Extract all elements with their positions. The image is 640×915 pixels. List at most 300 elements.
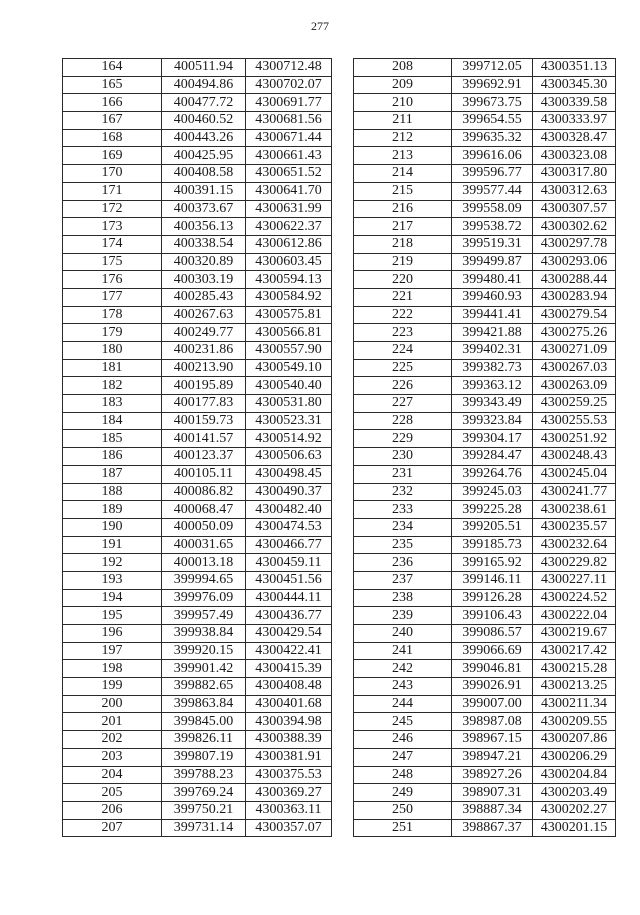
point-number-cell: 248: [354, 766, 452, 784]
table-row: [63, 306, 332, 324]
x-coordinate-cell: 399863.84: [162, 695, 246, 713]
x-coordinate-cell: 399007.00: [452, 695, 533, 713]
x-coordinate-cell: 399343.49: [452, 395, 533, 413]
y-coordinate-cell: 4300241.77: [533, 483, 616, 501]
x-coordinate-cell: 399920.15: [162, 642, 246, 660]
y-coordinate-cell: 4300651.52: [246, 165, 332, 183]
table-row: [63, 695, 332, 713]
table-row: [63, 801, 332, 819]
table-row: [354, 129, 616, 147]
table-row: [354, 731, 616, 749]
y-coordinate-cell: 4300345.30: [533, 76, 616, 94]
y-coordinate-cell: 4300622.37: [246, 218, 332, 236]
point-number-cell: 183: [63, 395, 162, 413]
table-row: [63, 571, 332, 589]
point-number-cell: 229: [354, 430, 452, 448]
table-row: [63, 625, 332, 643]
table-row: [354, 288, 616, 306]
y-coordinate-cell: 4300641.70: [246, 182, 332, 200]
y-coordinate-cell: 4300211.34: [533, 695, 616, 713]
point-number-cell: 179: [63, 324, 162, 342]
y-coordinate-cell: 4300283.94: [533, 288, 616, 306]
table-row: [63, 59, 332, 77]
table-row: [63, 518, 332, 536]
y-coordinate-cell: 4300213.25: [533, 678, 616, 696]
x-coordinate-cell: 399654.55: [452, 112, 533, 130]
x-coordinate-cell: 400249.77: [162, 324, 246, 342]
x-coordinate-cell: 399066.69: [452, 642, 533, 660]
y-coordinate-cell: 4300271.09: [533, 342, 616, 360]
point-number-cell: 204: [63, 766, 162, 784]
coordinates-table-right: [353, 58, 616, 837]
table-row: [63, 448, 332, 466]
y-coordinate-cell: 4300267.03: [533, 359, 616, 377]
point-number-cell: 213: [354, 147, 452, 165]
table-row: [354, 678, 616, 696]
point-number-cell: 188: [63, 483, 162, 501]
x-coordinate-cell: 400141.57: [162, 430, 246, 448]
table-row: [63, 819, 332, 837]
x-coordinate-cell: 399402.31: [452, 342, 533, 360]
y-coordinate-cell: 4300506.63: [246, 448, 332, 466]
table-row: [63, 271, 332, 289]
y-coordinate-cell: 4300474.53: [246, 518, 332, 536]
point-number-cell: 181: [63, 359, 162, 377]
point-number-cell: 198: [63, 660, 162, 678]
x-coordinate-cell: 399750.21: [162, 801, 246, 819]
table-row: [63, 288, 332, 306]
point-number-cell: 208: [354, 59, 452, 77]
x-coordinate-cell: 399957.49: [162, 607, 246, 625]
y-coordinate-cell: 4300202.27: [533, 801, 616, 819]
x-coordinate-cell: 399826.11: [162, 731, 246, 749]
x-coordinate-cell: 399538.72: [452, 218, 533, 236]
x-coordinate-cell: 400159.73: [162, 412, 246, 430]
point-number-cell: 174: [63, 235, 162, 253]
point-number-cell: 180: [63, 342, 162, 360]
table-row: [63, 235, 332, 253]
point-number-cell: 231: [354, 465, 452, 483]
table-row: [63, 377, 332, 395]
point-number-cell: 228: [354, 412, 452, 430]
point-number-cell: 223: [354, 324, 452, 342]
y-coordinate-cell: 4300204.84: [533, 766, 616, 784]
y-coordinate-cell: 4300712.48: [246, 59, 332, 77]
y-coordinate-cell: 4300328.47: [533, 129, 616, 147]
point-number-cell: 164: [63, 59, 162, 77]
table-row: [354, 359, 616, 377]
x-coordinate-cell: 400425.95: [162, 147, 246, 165]
point-number-cell: 225: [354, 359, 452, 377]
table-row: [63, 465, 332, 483]
y-coordinate-cell: 4300227.11: [533, 571, 616, 589]
y-coordinate-cell: 4300302.62: [533, 218, 616, 236]
x-coordinate-cell: 399994.65: [162, 571, 246, 589]
y-coordinate-cell: 4300401.68: [246, 695, 332, 713]
y-coordinate-cell: 4300207.86: [533, 731, 616, 749]
x-coordinate-cell: 399788.23: [162, 766, 246, 784]
y-coordinate-cell: 4300312.63: [533, 182, 616, 200]
table-row: [354, 784, 616, 802]
point-number-cell: 201: [63, 713, 162, 731]
y-coordinate-cell: 4300307.57: [533, 200, 616, 218]
x-coordinate-cell: 400477.72: [162, 94, 246, 112]
y-coordinate-cell: 4300317.80: [533, 165, 616, 183]
table-row: [354, 147, 616, 165]
point-number-cell: 243: [354, 678, 452, 696]
coordinates-table-left-body: [63, 59, 332, 837]
y-coordinate-cell: 4300293.06: [533, 253, 616, 271]
table-row: [63, 784, 332, 802]
table-row: [354, 271, 616, 289]
point-number-cell: 194: [63, 589, 162, 607]
table-row: [63, 200, 332, 218]
y-coordinate-cell: 4300466.77: [246, 536, 332, 554]
x-coordinate-cell: 400086.82: [162, 483, 246, 501]
x-coordinate-cell: 400356.13: [162, 218, 246, 236]
y-coordinate-cell: 4300215.28: [533, 660, 616, 678]
point-number-cell: 220: [354, 271, 452, 289]
point-number-cell: 212: [354, 129, 452, 147]
point-number-cell: 197: [63, 642, 162, 660]
y-coordinate-cell: 4300415.39: [246, 660, 332, 678]
y-coordinate-cell: 4300671.44: [246, 129, 332, 147]
table-row: [354, 165, 616, 183]
table-row: [354, 182, 616, 200]
x-coordinate-cell: 399106.43: [452, 607, 533, 625]
point-number-cell: 236: [354, 554, 452, 572]
table-row: [354, 660, 616, 678]
table-row: [63, 112, 332, 130]
y-coordinate-cell: 4300584.92: [246, 288, 332, 306]
point-number-cell: 185: [63, 430, 162, 448]
point-number-cell: 202: [63, 731, 162, 749]
x-coordinate-cell: 400267.63: [162, 306, 246, 324]
x-coordinate-cell: 399845.00: [162, 713, 246, 731]
table-row: [63, 554, 332, 572]
point-number-cell: 240: [354, 625, 452, 643]
point-number-cell: 247: [354, 748, 452, 766]
table-row: [63, 412, 332, 430]
x-coordinate-cell: 400123.37: [162, 448, 246, 466]
table-row: [63, 430, 332, 448]
y-coordinate-cell: 4300549.10: [246, 359, 332, 377]
y-coordinate-cell: 4300612.86: [246, 235, 332, 253]
x-coordinate-cell: 399807.19: [162, 748, 246, 766]
point-number-cell: 206: [63, 801, 162, 819]
point-number-cell: 233: [354, 501, 452, 519]
y-coordinate-cell: 4300388.39: [246, 731, 332, 749]
x-coordinate-cell: 400303.19: [162, 271, 246, 289]
y-coordinate-cell: 4300297.78: [533, 235, 616, 253]
table-row: [63, 713, 332, 731]
table-row: [354, 377, 616, 395]
y-coordinate-cell: 4300566.81: [246, 324, 332, 342]
x-coordinate-cell: 399976.09: [162, 589, 246, 607]
y-coordinate-cell: 4300248.43: [533, 448, 616, 466]
x-coordinate-cell: 399460.93: [452, 288, 533, 306]
y-coordinate-cell: 4300201.15: [533, 819, 616, 837]
y-coordinate-cell: 4300217.42: [533, 642, 616, 660]
x-coordinate-cell: 399480.41: [452, 271, 533, 289]
x-coordinate-cell: 399026.91: [452, 678, 533, 696]
table-row: [63, 678, 332, 696]
x-coordinate-cell: 399046.81: [452, 660, 533, 678]
x-coordinate-cell: 399304.17: [452, 430, 533, 448]
table-row: [354, 819, 616, 837]
table-row: [354, 59, 616, 77]
point-number-cell: 226: [354, 377, 452, 395]
x-coordinate-cell: 400177.83: [162, 395, 246, 413]
y-coordinate-cell: 4300351.13: [533, 59, 616, 77]
table-row: [63, 395, 332, 413]
y-coordinate-cell: 4300451.56: [246, 571, 332, 589]
x-coordinate-cell: 400105.11: [162, 465, 246, 483]
point-number-cell: 250: [354, 801, 452, 819]
x-coordinate-cell: 400408.58: [162, 165, 246, 183]
point-number-cell: 175: [63, 253, 162, 271]
point-number-cell: 238: [354, 589, 452, 607]
table-row: [63, 660, 332, 678]
y-coordinate-cell: 4300594.13: [246, 271, 332, 289]
x-coordinate-cell: 399126.28: [452, 589, 533, 607]
point-number-cell: 182: [63, 377, 162, 395]
y-coordinate-cell: 4300702.07: [246, 76, 332, 94]
point-number-cell: 209: [354, 76, 452, 94]
x-coordinate-cell: 398907.31: [452, 784, 533, 802]
table-row: [63, 165, 332, 183]
table-row: [354, 483, 616, 501]
point-number-cell: 177: [63, 288, 162, 306]
x-coordinate-cell: 399558.09: [452, 200, 533, 218]
table-row: [354, 412, 616, 430]
table-row: [354, 695, 616, 713]
x-coordinate-cell: 399712.05: [452, 59, 533, 77]
point-number-cell: 214: [354, 165, 452, 183]
point-number-cell: 215: [354, 182, 452, 200]
table-row: [354, 235, 616, 253]
point-number-cell: 217: [354, 218, 452, 236]
table-row: [354, 200, 616, 218]
table-row: [63, 342, 332, 360]
y-coordinate-cell: 4300369.27: [246, 784, 332, 802]
y-coordinate-cell: 4300531.80: [246, 395, 332, 413]
x-coordinate-cell: 399382.73: [452, 359, 533, 377]
point-number-cell: 239: [354, 607, 452, 625]
y-coordinate-cell: 4300482.40: [246, 501, 332, 519]
point-number-cell: 190: [63, 518, 162, 536]
y-coordinate-cell: 4300232.64: [533, 536, 616, 554]
x-coordinate-cell: 399499.87: [452, 253, 533, 271]
y-coordinate-cell: 4300514.92: [246, 430, 332, 448]
x-coordinate-cell: 399441.41: [452, 306, 533, 324]
point-number-cell: 178: [63, 306, 162, 324]
x-coordinate-cell: 398987.08: [452, 713, 533, 731]
table-row: [354, 112, 616, 130]
point-number-cell: 166: [63, 94, 162, 112]
y-coordinate-cell: 4300357.07: [246, 819, 332, 837]
y-coordinate-cell: 4300224.52: [533, 589, 616, 607]
y-coordinate-cell: 4300436.77: [246, 607, 332, 625]
table-row: [354, 642, 616, 660]
point-number-cell: 172: [63, 200, 162, 218]
y-coordinate-cell: 4300603.45: [246, 253, 332, 271]
x-coordinate-cell: 399882.65: [162, 678, 246, 696]
point-number-cell: 251: [354, 819, 452, 837]
point-number-cell: 191: [63, 536, 162, 554]
page-number: 277: [311, 19, 329, 33]
point-number-cell: 168: [63, 129, 162, 147]
point-number-cell: 167: [63, 112, 162, 130]
x-coordinate-cell: 398947.21: [452, 748, 533, 766]
y-coordinate-cell: 4300275.26: [533, 324, 616, 342]
y-coordinate-cell: 4300219.67: [533, 625, 616, 643]
y-coordinate-cell: 4300523.31: [246, 412, 332, 430]
y-coordinate-cell: 4300444.11: [246, 589, 332, 607]
y-coordinate-cell: 4300459.11: [246, 554, 332, 572]
point-number-cell: 171: [63, 182, 162, 200]
table-row: [354, 625, 616, 643]
point-number-cell: 222: [354, 306, 452, 324]
x-coordinate-cell: 400068.47: [162, 501, 246, 519]
x-coordinate-cell: 400494.86: [162, 76, 246, 94]
point-number-cell: 232: [354, 483, 452, 501]
table-row: [354, 342, 616, 360]
table-row: [354, 571, 616, 589]
y-coordinate-cell: 4300557.90: [246, 342, 332, 360]
x-coordinate-cell: 400195.89: [162, 377, 246, 395]
y-coordinate-cell: 4300691.77: [246, 94, 332, 112]
y-coordinate-cell: 4300375.53: [246, 766, 332, 784]
table-row: [354, 554, 616, 572]
point-number-cell: 193: [63, 571, 162, 589]
x-coordinate-cell: 399086.57: [452, 625, 533, 643]
point-number-cell: 230: [354, 448, 452, 466]
table-row: [63, 501, 332, 519]
y-coordinate-cell: 4300323.08: [533, 147, 616, 165]
point-number-cell: 205: [63, 784, 162, 802]
table-row: [63, 129, 332, 147]
y-coordinate-cell: 4300222.04: [533, 607, 616, 625]
y-coordinate-cell: 4300238.61: [533, 501, 616, 519]
point-number-cell: 218: [354, 235, 452, 253]
table-row: [354, 218, 616, 236]
table-row: [354, 448, 616, 466]
x-coordinate-cell: 400460.52: [162, 112, 246, 130]
x-coordinate-cell: 400373.67: [162, 200, 246, 218]
table-row: [354, 94, 616, 112]
table-row: [354, 395, 616, 413]
point-number-cell: 234: [354, 518, 452, 536]
y-coordinate-cell: 4300540.40: [246, 377, 332, 395]
x-coordinate-cell: 399769.24: [162, 784, 246, 802]
y-coordinate-cell: 4300381.91: [246, 748, 332, 766]
coordinates-table-left: [62, 58, 332, 837]
table-row: [354, 607, 616, 625]
x-coordinate-cell: 399185.73: [452, 536, 533, 554]
y-coordinate-cell: 4300394.98: [246, 713, 332, 731]
x-coordinate-cell: 399165.92: [452, 554, 533, 572]
table-row: [354, 766, 616, 784]
y-coordinate-cell: 4300363.11: [246, 801, 332, 819]
x-coordinate-cell: 399577.44: [452, 182, 533, 200]
x-coordinate-cell: 400391.15: [162, 182, 246, 200]
table-row: [63, 76, 332, 94]
point-number-cell: 219: [354, 253, 452, 271]
point-number-cell: 216: [354, 200, 452, 218]
y-coordinate-cell: 4300288.44: [533, 271, 616, 289]
table-row: [354, 306, 616, 324]
y-coordinate-cell: 4300681.56: [246, 112, 332, 130]
table-row: [354, 501, 616, 519]
point-number-cell: 199: [63, 678, 162, 696]
point-number-cell: 207: [63, 819, 162, 837]
table-row: [354, 589, 616, 607]
point-number-cell: 195: [63, 607, 162, 625]
y-coordinate-cell: 4300255.53: [533, 412, 616, 430]
x-coordinate-cell: 399692.91: [452, 76, 533, 94]
x-coordinate-cell: 400285.43: [162, 288, 246, 306]
point-number-cell: 192: [63, 554, 162, 572]
y-coordinate-cell: 4300279.54: [533, 306, 616, 324]
point-number-cell: 184: [63, 412, 162, 430]
point-number-cell: 242: [354, 660, 452, 678]
y-coordinate-cell: 4300422.41: [246, 642, 332, 660]
x-coordinate-cell: 399363.12: [452, 377, 533, 395]
x-coordinate-cell: 400213.90: [162, 359, 246, 377]
point-number-cell: 244: [354, 695, 452, 713]
y-coordinate-cell: 4300429.54: [246, 625, 332, 643]
point-number-cell: 173: [63, 218, 162, 236]
x-coordinate-cell: 399146.11: [452, 571, 533, 589]
point-number-cell: 224: [354, 342, 452, 360]
table-row: [354, 76, 616, 94]
x-coordinate-cell: 399284.47: [452, 448, 533, 466]
x-coordinate-cell: 399616.06: [452, 147, 533, 165]
y-coordinate-cell: 4300263.09: [533, 377, 616, 395]
table-row: [354, 748, 616, 766]
x-coordinate-cell: 398887.34: [452, 801, 533, 819]
x-coordinate-cell: 399901.42: [162, 660, 246, 678]
point-number-cell: 189: [63, 501, 162, 519]
x-coordinate-cell: 399323.84: [452, 412, 533, 430]
point-number-cell: 221: [354, 288, 452, 306]
point-number-cell: 227: [354, 395, 452, 413]
point-number-cell: 200: [63, 695, 162, 713]
point-number-cell: 176: [63, 271, 162, 289]
table-row: [354, 253, 616, 271]
coordinates-table-right-body: [354, 59, 616, 837]
y-coordinate-cell: 4300408.48: [246, 678, 332, 696]
table-row: [63, 94, 332, 112]
y-coordinate-cell: 4300203.49: [533, 784, 616, 802]
point-number-cell: 170: [63, 165, 162, 183]
table-row: [63, 607, 332, 625]
x-coordinate-cell: 400231.86: [162, 342, 246, 360]
x-coordinate-cell: 400050.09: [162, 518, 246, 536]
x-coordinate-cell: 400320.89: [162, 253, 246, 271]
x-coordinate-cell: 399596.77: [452, 165, 533, 183]
table-row: [63, 324, 332, 342]
x-coordinate-cell: 400443.26: [162, 129, 246, 147]
x-coordinate-cell: 399245.03: [452, 483, 533, 501]
table-row: [354, 430, 616, 448]
y-coordinate-cell: 4300259.25: [533, 395, 616, 413]
point-number-cell: 210: [354, 94, 452, 112]
y-coordinate-cell: 4300661.43: [246, 147, 332, 165]
table-row: [63, 359, 332, 377]
point-number-cell: 249: [354, 784, 452, 802]
